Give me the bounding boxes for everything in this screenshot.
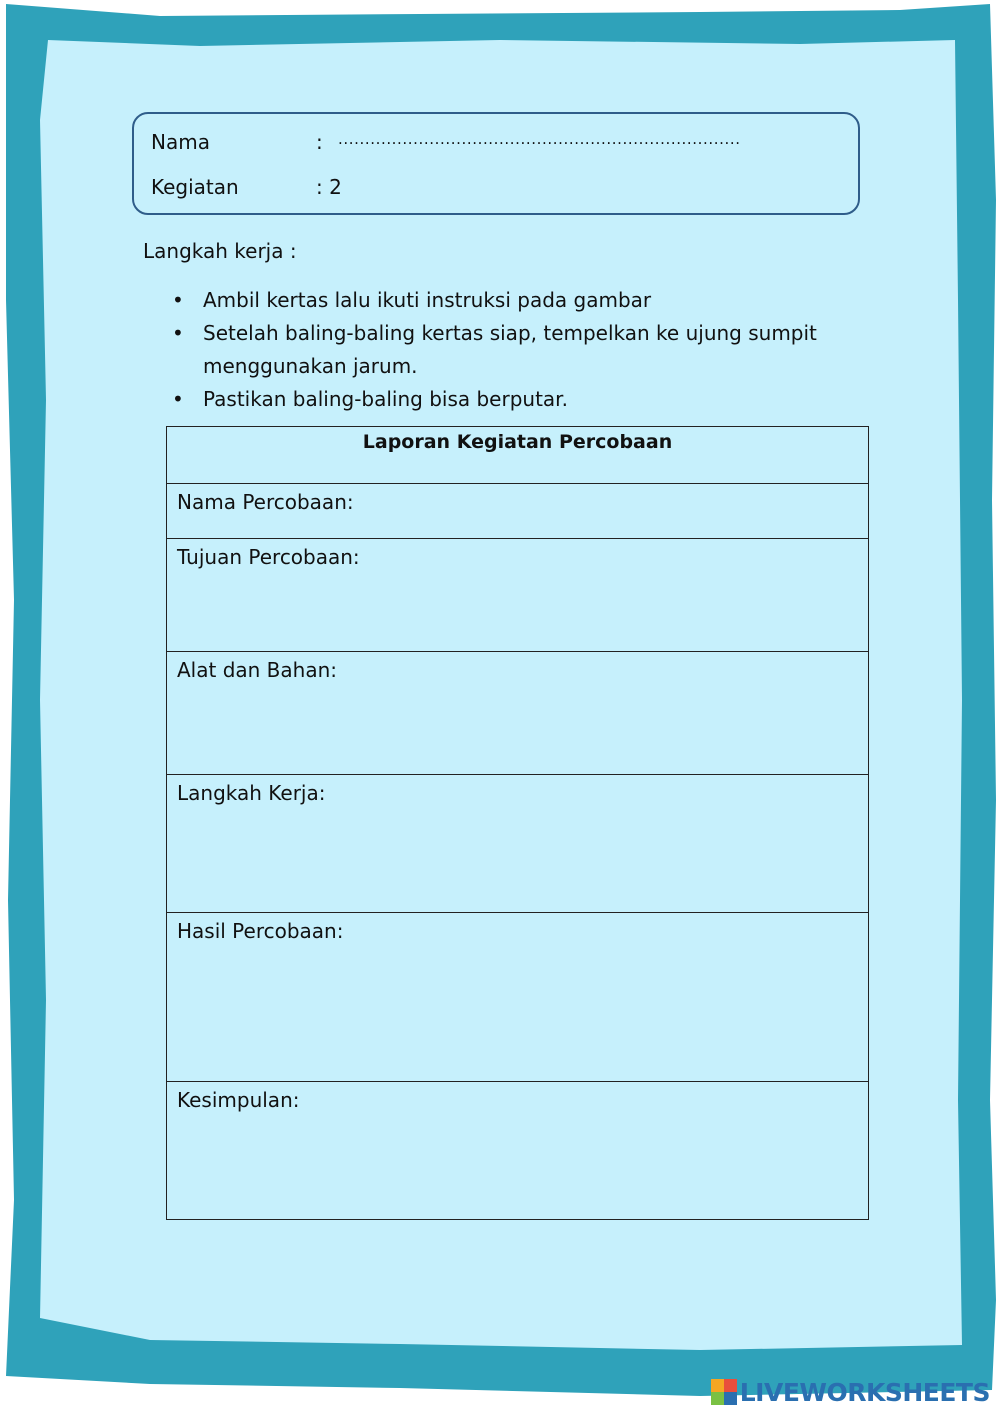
report-title-row	[167, 427, 869, 484]
step-item	[170, 284, 850, 317]
report-row[interactable]	[167, 1082, 869, 1220]
activity-value: : 2	[316, 175, 342, 199]
watermark-text: LIVEWORKSHEETS	[739, 1377, 990, 1407]
tools-materials-cell[interactable]: Alat dan Bahan:	[167, 652, 869, 775]
name-field[interactable]: ...........................................................................	[338, 130, 741, 148]
experiment-goal-cell[interactable]: Tujuan Percobaan:	[167, 539, 869, 652]
bullet-icon: •	[172, 288, 184, 312]
report-row[interactable]	[167, 539, 869, 652]
steps-title: Langkah kerja :	[143, 239, 297, 263]
step-item	[170, 383, 850, 416]
steps-list	[170, 284, 850, 416]
step-item	[170, 317, 850, 383]
report-row[interactable]	[167, 484, 869, 539]
conclusion-cell[interactable]: Kesimpulan:	[167, 1082, 869, 1220]
report-row[interactable]	[167, 775, 869, 913]
header-box	[132, 112, 860, 215]
work-steps-cell[interactable]: Langkah Kerja:	[167, 775, 869, 913]
step-text: Setelah baling-baling kertas siap, tempelkan ke ujung sumpit menggunakan jarum.	[203, 321, 817, 378]
report-row[interactable]	[167, 652, 869, 775]
liveworksheets-watermark	[711, 1376, 990, 1408]
bullet-icon: •	[172, 387, 184, 411]
experiment-name-cell[interactable]: Nama Percobaan:	[167, 484, 869, 539]
name-label: Nama	[151, 130, 210, 154]
step-text: Pastikan baling-baling bisa berputar.	[203, 387, 568, 411]
experiment-result-cell[interactable]: Hasil Percobaan:	[167, 913, 869, 1082]
name-colon: :	[316, 130, 323, 154]
report-row[interactable]	[167, 913, 869, 1082]
bullet-icon: •	[172, 321, 184, 345]
liveworksheets-logo-icon	[711, 1379, 737, 1405]
report-title: Laporan Kegiatan Percobaan	[167, 427, 869, 484]
step-text: Ambil kertas lalu ikuti instruksi pada gambar	[203, 288, 652, 312]
activity-label: Kegiatan	[151, 175, 239, 199]
report-table	[166, 426, 869, 1220]
